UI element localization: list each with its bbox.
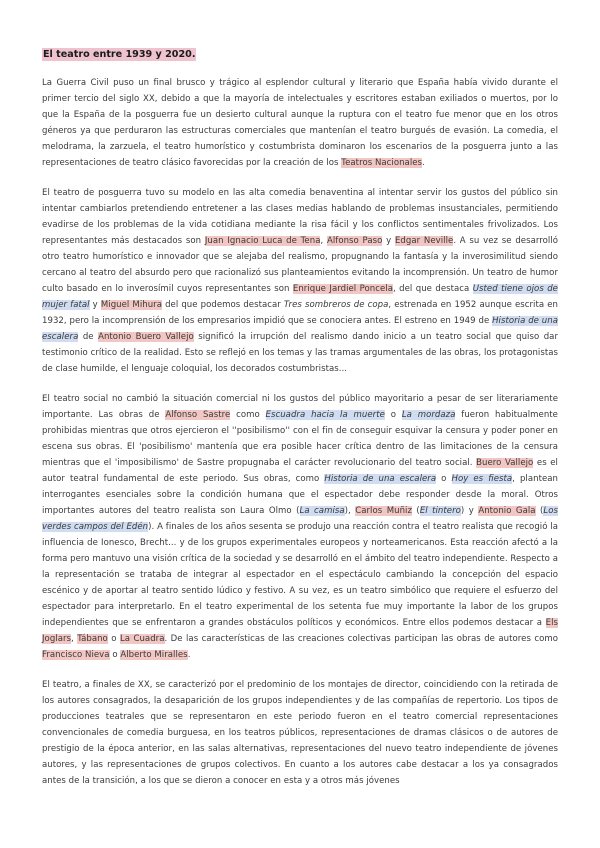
highlighted-work: El tintero — [419, 506, 461, 516]
text-run: , del que destaca — [392, 284, 473, 294]
highlighted-name: Alfonso Sastre — [165, 410, 231, 420]
highlighted-name: Alberto Miralles — [120, 650, 188, 660]
text-run: y — [89, 300, 101, 310]
paragraph-2 — [42, 185, 558, 377]
highlighted-name: Alfonso Paso — [326, 236, 383, 246]
text-run: ( — [411, 506, 420, 516]
text-run: . — [187, 650, 191, 660]
highlighted-name: Teatros Nacionales — [341, 158, 423, 168]
paragraph-1 — [42, 75, 558, 171]
highlighted-name: Antonio Gala — [478, 506, 536, 516]
highlighted-name: Carlos Muñiz — [355, 506, 412, 516]
text-run: fueron habitualmente prohibidas mientras que otros ejercieron el ''posibilismo'' con el fin de conseguir esquivar la censura y poder poner en escena sus obras. El 'posibilismo' mantenía que era posible hacer crítica dentro de las limitaciones de la censura mientras que el 'imposibilismo' de Sastre propugnaba el carácter revolucionario del teatro social. — [42, 410, 558, 468]
title-wrap — [42, 44, 558, 63]
text-run: ) y — [460, 506, 479, 516]
highlighted-work: Escuadra hacia la muerte — [265, 410, 385, 420]
highlighted-name: Antonio Buero Vallejo — [98, 332, 194, 342]
highlighted-name: Tábano — [77, 634, 108, 644]
text-run: El teatro de posguerra tuvo su modelo en las alta comedia benaventina al intentar servir los gustos del público sin intentar cambiarlos pretendiendo entretener a las clases medias hablando de problemas insustanciales, permitiendo evadirse de los problemas de la vida cotidiana mediante la risa fácil y los conflictos sentimentales frivolizados. Los representantes más destacados son — [42, 188, 558, 246]
text-run: o — [384, 410, 402, 420]
highlighted-name: Els Joglars — [42, 618, 558, 644]
text-run: o — [436, 474, 452, 484]
text-run: o — [109, 650, 121, 660]
highlighted-work: Usted tiene ojos de mujer fatal — [42, 284, 558, 310]
text-run: como — [230, 410, 266, 420]
text-run: , plantean interrogantes esenciales sobre la condición humana que el espectador debe responder desde la moral. Otros importantes autores del teatro realista son Laura Olmo ( — [42, 474, 559, 516]
highlighted-name: Buero Vallejo — [476, 458, 534, 468]
text-run: ). A finales de los años sesenta se produjo una reacción contra el teatro realista que recogió la influencia de Ionesco, Brecht... y de los grupos experimentales europeos y norteamericanos. Esta reacción afectó a la forma pero mantuvo una visión crítica de la sociedad y se desarrolló en el ámbito del teatro independiente. Respecto a la representación se trataba de integrar al espectador en el espectáculo cambiando la concepción del espacio escénico y de aportar al teatro sentido lúdico y festivo. A su vez, es un teatro simbólico que requiere el esfuerzo del espectador para interpretarlo. En el teatro experimental de los setenta fue muy importante la labor de los grupos independientes que se enfrentaron a grandes obstáculos políticos y económicos. Entre ellos podemos destacar a — [42, 522, 558, 628]
highlighted-work: La mordaza — [401, 410, 456, 420]
document-title: El teatro entre 1939 y 2020. — [43, 49, 196, 60]
text-run: , — [320, 236, 327, 246]
text-run: El teatro, a finales de XX, se caracterizó por el predominio de los montajes de director, coincidiendo con la retirada de los autores consagrados, la desaparición de los grupos independientes y de las compañías de repertorio. Los tipos de producciones teatrales que se representaron en este periodo fueron en el teatro comercial representaciones convencionales de comedia burguesa, en los teatros públicos, representaciones de dramas clásicos o de autores de prestigio de la época anterior, en las salas alternativas, representaciones del nuevo teatro independiente de jóvenes autores, y las representaciones de grupos colectivos. En cuanto a los autores cabe destacar a los ya consagrados antes de la transición, a los que se dieron a conocer en esta y a otros más jóvenes — [42, 680, 558, 786]
text-run: es el autor teatral fundamental de este periodo. Sus obras, como — [42, 458, 558, 484]
highlighted-name: Edgar Neville — [394, 236, 454, 246]
text-run: y — [382, 236, 395, 246]
italic-title: Tres sombreros de copa — [283, 300, 389, 310]
text-run: de — [78, 332, 99, 342]
text-run: El teatro social no cambió la situación comercial ni los gustos del público mayoritario a pesar de ser literariamente importante. Las obras de — [42, 394, 558, 420]
text-run: o — [107, 634, 120, 644]
highlighted-name: La Cuadra — [119, 634, 165, 644]
text-run: , — [71, 634, 78, 644]
paragraph-4 — [42, 677, 558, 789]
text-run: , estrenada en 1952 aunque escrita en 1932, pero la incomprensión de los empresarios impidió que se conociera antes. El estreno en 1949 de — [42, 300, 558, 326]
text-run: . De las características de las creaciones colectivas participan las obras de autores como — [164, 634, 558, 644]
document-body — [42, 75, 558, 789]
highlighted-name: Francisco Nieva — [42, 650, 110, 660]
text-run: ), — [344, 506, 356, 516]
text-run: . A su vez se desarrolló otro teatro humorístico e innovador que se alejaba del realismo, propugnando la fantasía y la inverosimilitud siendo cercano al teatro del absurdo pero que racionalizó sus planteamientos evitando la incomprensión. Un teatro de humor culto basado en lo inverosímil cuyos representantes son — [42, 236, 558, 294]
text-run: del que podemos destacar — [161, 300, 284, 310]
text-run: ( — [535, 506, 544, 516]
paragraph-3 — [42, 391, 558, 663]
text-run: . — [422, 158, 425, 168]
highlighted-work: Historia de una escalera — [42, 316, 558, 342]
highlighted-work: Hoy es fiesta — [451, 474, 513, 484]
highlighted-name: Miguel Mihura — [100, 300, 162, 310]
text-run: significó la irrupción del realismo dando inicio a un teatro social que quiso dar testimonio crítico de la realidad. Esto se reflejó en los temas y las tramas argumentales de las obras, los protagonistas de clase humilde, el lenguaje coloquial, los decorados costumbristas... — [42, 332, 558, 374]
text-run: La Guerra Civil puso un final brusco y trágico al esplendor cultural y literario que España había vivido durante el primer tercio del siglo XX, debido a que la mayoría de intelectuales y escritores estaban exiliados o muertos, por lo que la España de la posguerra fue un desierto cultural aunque la ruptura con el teatro fue menor que en los otros géneros ya que perduraron las estructuras comerciales que mantenían el teatro burgués de evasión. La comedia, el melodrama, la zarzuela, el teatro humorístico y costumbrista dominaron los escenarios de la posguerra junto a las representaciones de teatro clásico favorecidas por la creación de los — [42, 78, 558, 168]
highlighted-name: Juan Ignacio Luca de Tena — [204, 236, 321, 246]
highlighted-name: Enrique Jardiel Poncela — [292, 284, 393, 294]
highlighted-work: Historia de una escalera — [324, 474, 437, 484]
highlighted-work: Los verdes campos del Edén — [42, 506, 558, 532]
highlighted-work: La camisa — [299, 506, 345, 516]
